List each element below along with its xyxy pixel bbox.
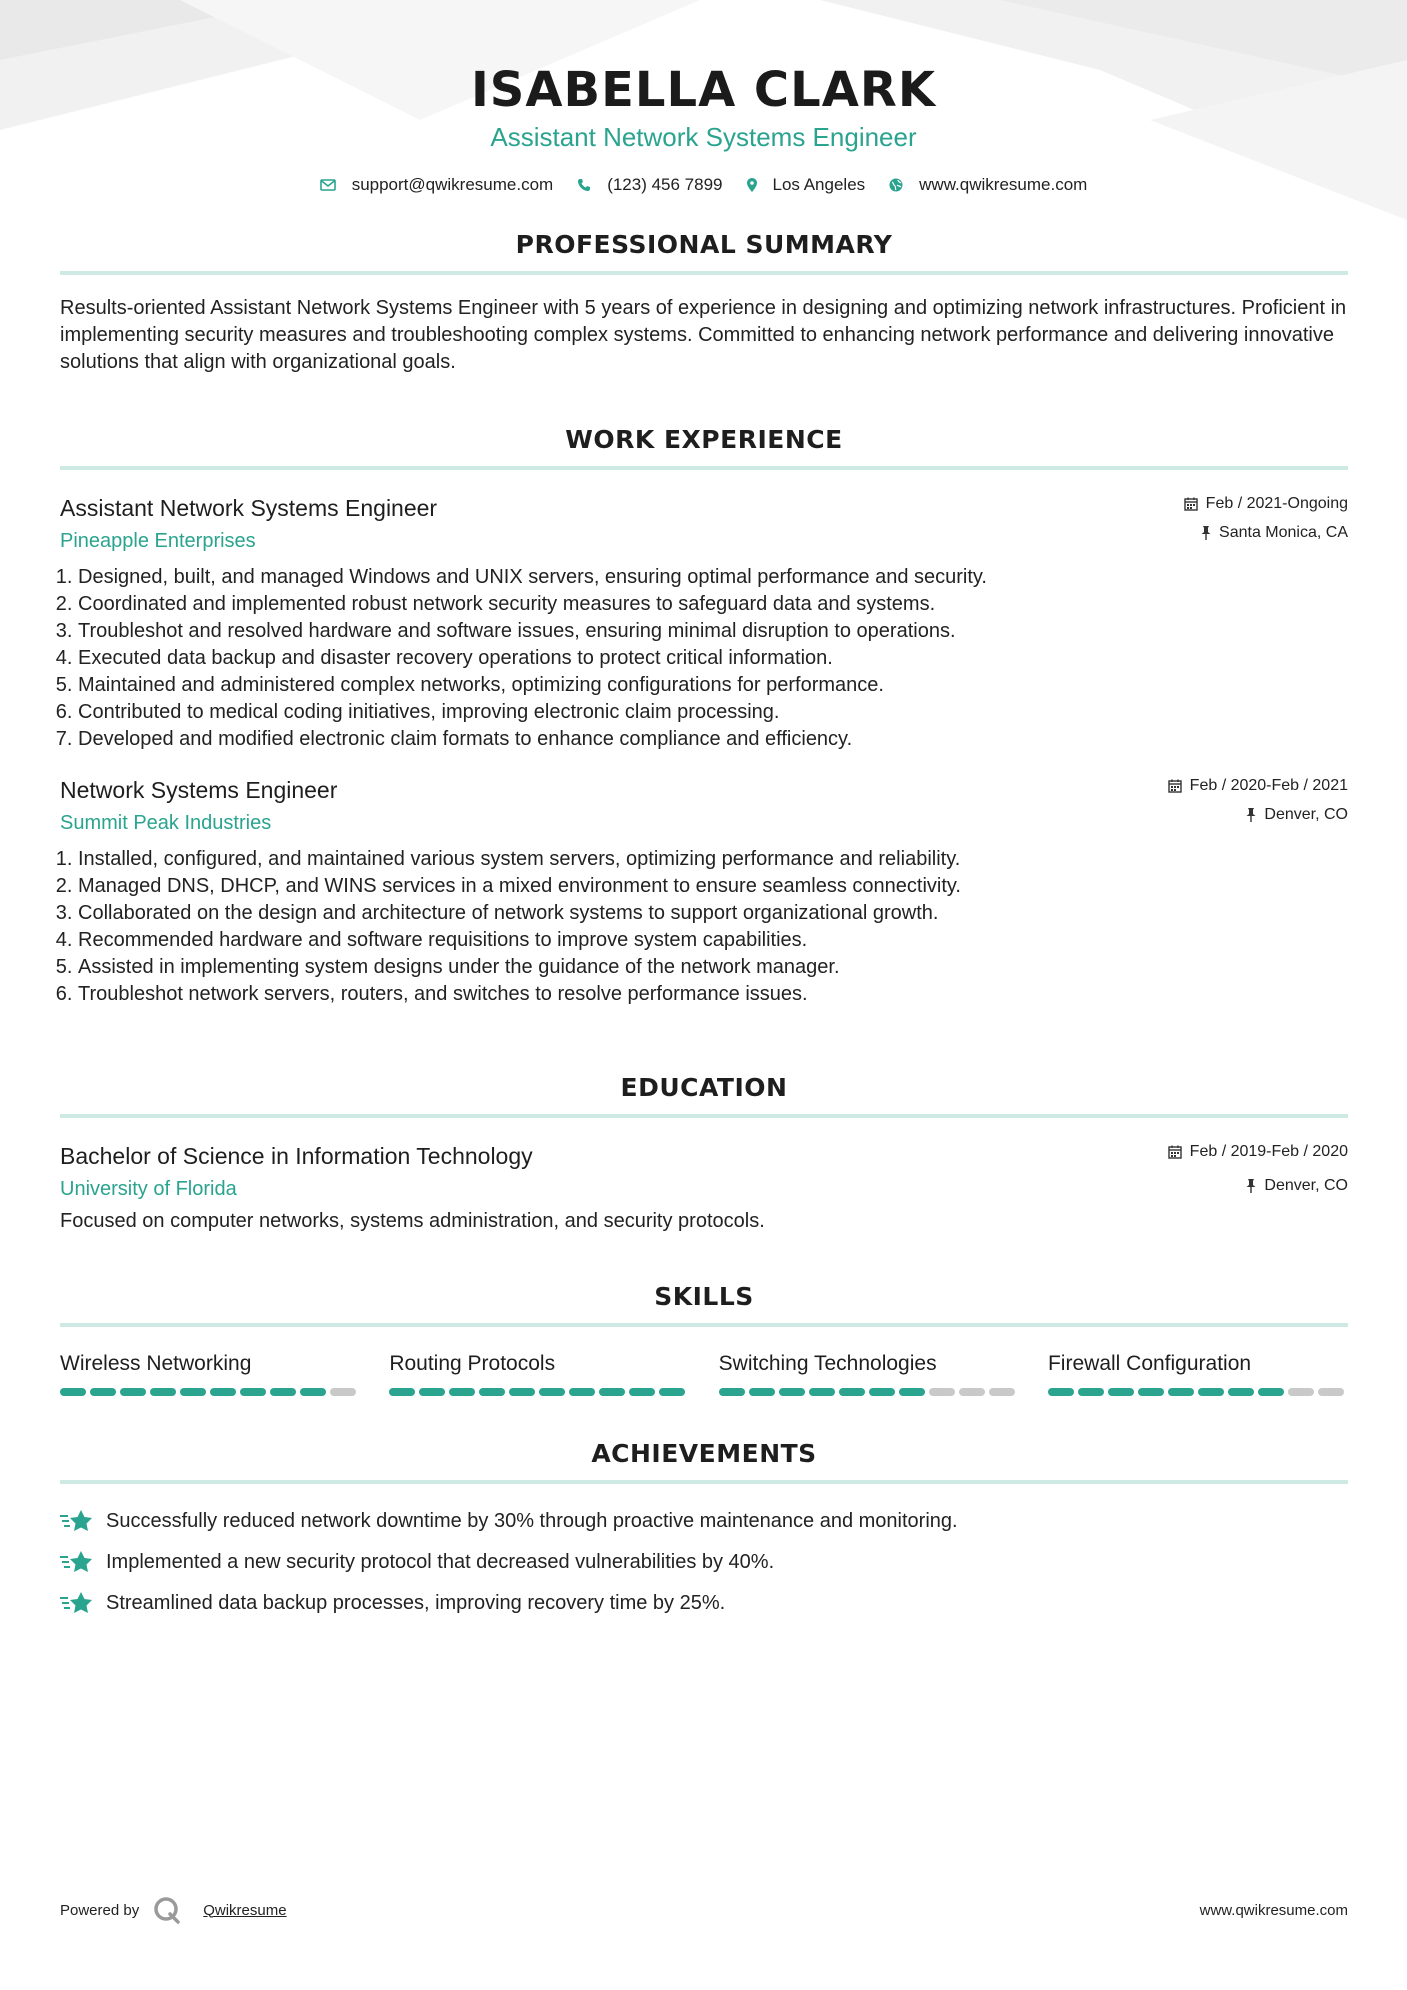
education-section [60,1071,1348,1235]
achievements-heading: ACHIEVEMENTS [591,1439,817,1468]
job-location [1168,806,1348,824]
list-item: 6. Troubleshot network servers, routers, and switches to resolve performance issues. [78,981,1348,1008]
skill-level-segment [90,1388,116,1396]
section-divider [60,1323,1348,1327]
skills-section [60,1280,1348,1396]
job-location-text: Santa Monica, CA [1219,524,1348,541]
list-item: 5. Assisted in implementing system designs under the guidance of the network manager. [78,954,1348,981]
education-entry [60,1141,1348,1235]
job-meta [1184,495,1348,542]
skill-level-segment [60,1388,86,1396]
contact-email[interactable] [320,175,554,195]
skill-level-segment [659,1388,685,1396]
contact-phone-text: (123) 456 7899 [607,175,723,194]
globe-icon [889,178,903,192]
education-location-text: Denver, CO [1264,1177,1348,1194]
list-item: 2. Managed DNS, DHCP, and WINS services in a mixed environment to ensure seamless connectivity. [78,873,1348,900]
contact-website[interactable] [889,175,1087,195]
contact-email-text: support@qwikresume.com [351,175,554,194]
skill-level-segment [1198,1388,1224,1396]
company-name: Pineapple Enterprises [60,530,256,552]
education-location [1168,1177,1348,1195]
skill-level-segment [929,1388,955,1396]
achievement-text: Streamlined data backup processes, improving recovery time by 25%. [106,1591,726,1614]
skill-level-segment [210,1388,236,1396]
job-dates [1168,777,1348,795]
skill-level-bar [719,1388,1019,1396]
section-divider [60,271,1348,275]
calendar-icon [1184,497,1198,511]
skill-level-segment [1318,1388,1344,1396]
skill-item [60,1350,360,1396]
skill-level-segment [1288,1388,1314,1396]
contact-location [747,175,866,195]
section-divider [60,1114,1348,1118]
pin-icon [1246,808,1256,822]
star-icon [60,1590,94,1616]
job-entry [60,775,1348,1008]
education-heading: EDUCATION [620,1073,788,1102]
skills-list [60,1350,1348,1396]
achievement-item [60,1590,1348,1616]
list-item: 3. Troubleshot and resolved hardware and software issues, ensuring minimal disruption to operations. [78,618,1348,645]
list-item: 6. Contributed to medical coding initiatives, improving electronic claim processing. [78,699,1348,726]
job-entry [60,493,1348,753]
achievement-item [60,1549,1348,1575]
list-item: 1. Installed, configured, and maintained various system servers, optimizing performance and reliability. [78,846,1348,873]
footer [60,1896,1348,1924]
skill-level-segment [809,1388,835,1396]
skill-level-segment [330,1388,356,1396]
skill-item [389,1350,689,1396]
skill-level-segment [270,1388,296,1396]
achievement-text: Implemented a new security protocol that decreased vulnerabilities by 40%. [106,1550,775,1573]
contact-phone[interactable] [577,175,722,195]
skill-level-segment [300,1388,326,1396]
calendar-icon [1168,1145,1182,1159]
skill-level-segment [719,1388,745,1396]
qwikresume-link[interactable]: Qwikresume [203,1901,287,1919]
skill-level-segment [509,1388,535,1396]
list-item: 4. Executed data backup and disaster recovery operations to protect critical information. [78,645,1348,672]
skill-item [719,1350,1019,1396]
skill-level-segment [899,1388,925,1396]
achievement-text: Successfully reduced network downtime by 30% through proactive maintenance and monitoring. [106,1509,958,1532]
school-name: University of Florida [60,1178,237,1200]
skill-level-segment [959,1388,985,1396]
skill-level-segment [449,1388,475,1396]
list-item: 5. Maintained and administered complex networks, optimizing configurations for performance. [78,672,1348,699]
skill-level-bar [389,1388,689,1396]
phone-icon [577,178,591,192]
pin-icon [1246,1179,1256,1193]
summary-heading: PROFESSIONAL SUMMARY [515,230,893,259]
list-item: 2. Coordinated and implemented robust network security measures to safeguard data and systems. [78,591,1348,618]
achievement-item [60,1508,1348,1534]
candidate-name: ISABELLA CLARK [470,62,937,118]
map-pin-icon [747,178,757,192]
skill-level-segment [599,1388,625,1396]
footer-website[interactable]: www.qwikresume.com [1199,1901,1348,1919]
achievements-section [60,1437,1348,1616]
section-divider [60,1480,1348,1484]
job-bullets [60,564,1348,753]
skill-level-segment [479,1388,505,1396]
job-meta [1168,777,1348,824]
job-dates [1184,495,1348,513]
skill-level-segment [150,1388,176,1396]
education-description: Focused on computer networks, systems administration, and security protocols. [60,1210,765,1232]
skill-level-segment [1138,1388,1164,1396]
skill-name: Wireless Networking [60,1352,252,1375]
skill-level-segment [779,1388,805,1396]
skill-level-segment [1108,1388,1134,1396]
skill-name: Switching Technologies [718,1352,937,1375]
section-divider [60,466,1348,470]
achievements-list [60,1508,1348,1616]
skill-level-segment [629,1388,655,1396]
skill-name: Routing Protocols [389,1352,556,1375]
powered-by-label: Powered by [60,1901,140,1919]
star-icon [60,1508,94,1534]
skill-level-segment [1048,1388,1074,1396]
skill-level-segment [240,1388,266,1396]
summary-section [60,228,1348,376]
education-dates [1168,1143,1348,1161]
envelope-icon [320,179,336,191]
resume-header [0,0,1407,195]
skills-heading: SKILLS [654,1282,754,1311]
skill-level-segment [1228,1388,1254,1396]
job-location-text: Denver, CO [1264,806,1348,823]
skill-level-segment [539,1388,565,1396]
skill-level-segment [1078,1388,1104,1396]
job-title: Assistant Network Systems Engineer [60,495,438,521]
job-dates-text: Feb / 2020-Feb / 2021 [1189,777,1348,794]
star-icon [60,1549,94,1575]
skill-level-segment [869,1388,895,1396]
experience-section [60,423,1348,1008]
skill-level-bar [60,1388,360,1396]
list-item: 1. Designed, built, and managed Windows and UNIX servers, ensuring optimal performance and security. [78,564,1348,591]
list-item: 3. Collaborated on the design and architecture of network systems to support organizational growth. [78,900,1348,927]
list-item: 7. Developed and modified electronic claim formats to enhance compliance and efficiency. [78,726,1348,753]
qwikresume-logo-icon [153,1896,181,1924]
skill-name: Firewall Configuration [1047,1352,1252,1375]
skill-level-segment [1168,1388,1194,1396]
contact-website-text: www.qwikresume.com [919,175,1088,194]
summary-text: Results-oriented Assistant Network Systems Engineer with 5 years of experience in designing and optimizing network infrastructures. Proficient in implementing security measures and troubleshooting complex systems. Committed to enhancing network performance and delivering innovative solutions that align with organizational goals. [60,297,1347,373]
job-bullets [60,846,1348,1008]
job-location [1184,524,1348,542]
skill-item [1048,1350,1348,1396]
experience-heading: WORK EXPERIENCE [565,425,843,454]
skill-level-segment [180,1388,206,1396]
candidate-title: Assistant Network Systems Engineer [490,122,917,152]
contact-location-text: Los Angeles [772,175,866,194]
skill-level-segment [989,1388,1015,1396]
education-dates-text: Feb / 2019-Feb / 2020 [1189,1143,1348,1160]
skill-level-segment [749,1388,775,1396]
skill-level-segment [419,1388,445,1396]
skill-level-segment [389,1388,415,1396]
powered-by [60,1896,287,1924]
skill-level-bar [1048,1388,1348,1396]
skill-level-segment [1258,1388,1284,1396]
skill-level-segment [569,1388,595,1396]
company-name: Summit Peak Industries [60,812,272,834]
list-item: 4. Recommended hardware and software requisitions to improve system capabilities. [78,927,1348,954]
contact-bar [0,175,1407,195]
education-meta [1168,1143,1348,1195]
degree-title: Bachelor of Science in Information Technology [60,1143,533,1169]
job-dates-text: Feb / 2021-Ongoing [1205,495,1348,512]
calendar-icon [1168,779,1182,793]
pin-icon [1201,526,1211,540]
job-title: Network Systems Engineer [60,777,338,803]
skill-level-segment [120,1388,146,1396]
skill-level-segment [839,1388,865,1396]
